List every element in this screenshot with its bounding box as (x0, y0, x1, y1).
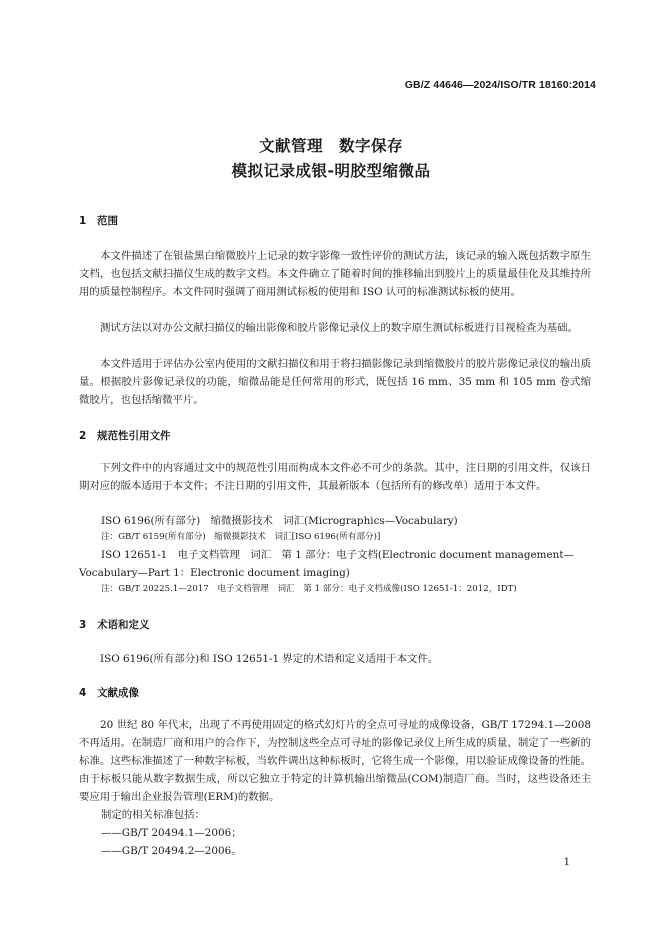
section-title: 文献成像 (97, 687, 139, 699)
section-number: 3 (79, 619, 87, 631)
reference-entry: ISO 6196(所有部分) 缩微摄影技术 词汇(Micrographics—Vocabulary) (101, 515, 458, 527)
section-4-heading (79, 685, 139, 700)
page-number: 1 (563, 857, 570, 868)
paragraph: 本文件适用于评估办公室内使用的文献扫描仪和用于将扫描影像记录到缩微胶片的胶片影像记录仪的输出质量。根据胶片影像记录仪的功能，缩微品能是任何常用的形式，既包括 16 mm、35 mm 和 105 mm 卷式缩微胶片，也包括缩微平片。 (79, 358, 591, 406)
document-title-line1: 文献管理 数字保存 (258, 137, 403, 155)
reference-note: 注：GB/T 20225.1—2017 电子文档管理 词汇 第 1 部分：电子文档成像(ISO 12651-1：2012，IDT) (101, 584, 517, 594)
section-number: 2 (79, 430, 87, 442)
paragraph: 下列文件中的内容通过文中的规范性引用而构成本文件必不可少的条款。其中，注日期的引用文件，仅该日期对应的版本适用于本文件；不注日期的引用文件，其最新版本（包括所有的修改单）适用于本文件。 (79, 462, 591, 492)
section-1-heading (79, 213, 118, 228)
paragraph-line: 制定的相关标准包括： (101, 809, 205, 821)
reference-note: 注：GB/T 6159(所有部分) 缩微摄影技术 词汇[ISO 6196(所有部分)] (101, 532, 381, 542)
section-title: 规范性引用文件 (97, 430, 171, 442)
section-title: 范围 (97, 215, 118, 227)
standard-code: GB/Z 44646—2024/ISO/TR 18160:2014 (404, 79, 596, 91)
section-title: 术语和定义 (97, 619, 150, 631)
document-title-line2: 模拟记录成银-明胶型缩微品 (231, 162, 431, 180)
reference-entry: ISO 12651-1 电子文档管理 词汇 第 1 部分：电子文档(Electronic document management— (101, 549, 574, 561)
list-item: ——GB/T 20494.2—2006。 (101, 845, 242, 857)
reference-entry-continued: Vocabulary—Part 1：Electronic document imaging) (79, 567, 350, 579)
paragraph: ISO 6196(所有部分)和 ISO 12651-1 界定的术语和定义适用于本文件。 (100, 653, 439, 665)
paragraph: 测试方法以对办公文献扫描仪的输出影像和胶片影像记录仪上的数字原生测试标板进行目视检查为基础。 (100, 322, 578, 334)
list-item: ——GB/T 20494.1—2006； (101, 827, 242, 839)
section-number: 4 (79, 687, 87, 699)
section-number: 1 (79, 215, 87, 227)
section-3-heading (79, 617, 150, 632)
paragraph: 20 世纪 80 年代末，出现了不再使用固定的格式幻灯片的全点可寻址的成像设备，GB/T 17294.1—2008 不再适用。在制造厂商和用户的合作下，为控制这些全点可寻址的影像记录仪上所生成的质量，制定了一些新的标准。这些标准描述了一种数字标板，当软件调出这种标板时，它将生成一个影像，用以验证成像设备的性能。由于标板只能从数字数据生成，所以它独立于特定的计算机输出缩微品(COM)制造厂商。当时，这些设备还主要应用于输出企业报告管理(ERM)的数据。 (79, 719, 591, 803)
paragraph: 本文件描述了在银盐黑白缩微胶片上记录的数字影像一致性评价的测试方法，该记录的输入既包括数字原生文档，也包括文献扫描仪生成的数字文档。本文件确立了随着时间的推移输出到胶片上的质量最佳化及其维持所用的质量控制程序。本文件同时强调了商用测试标板的使用和 ISO 认可的标准测试标板的使用。 (79, 250, 591, 298)
section-2-heading (79, 428, 171, 443)
